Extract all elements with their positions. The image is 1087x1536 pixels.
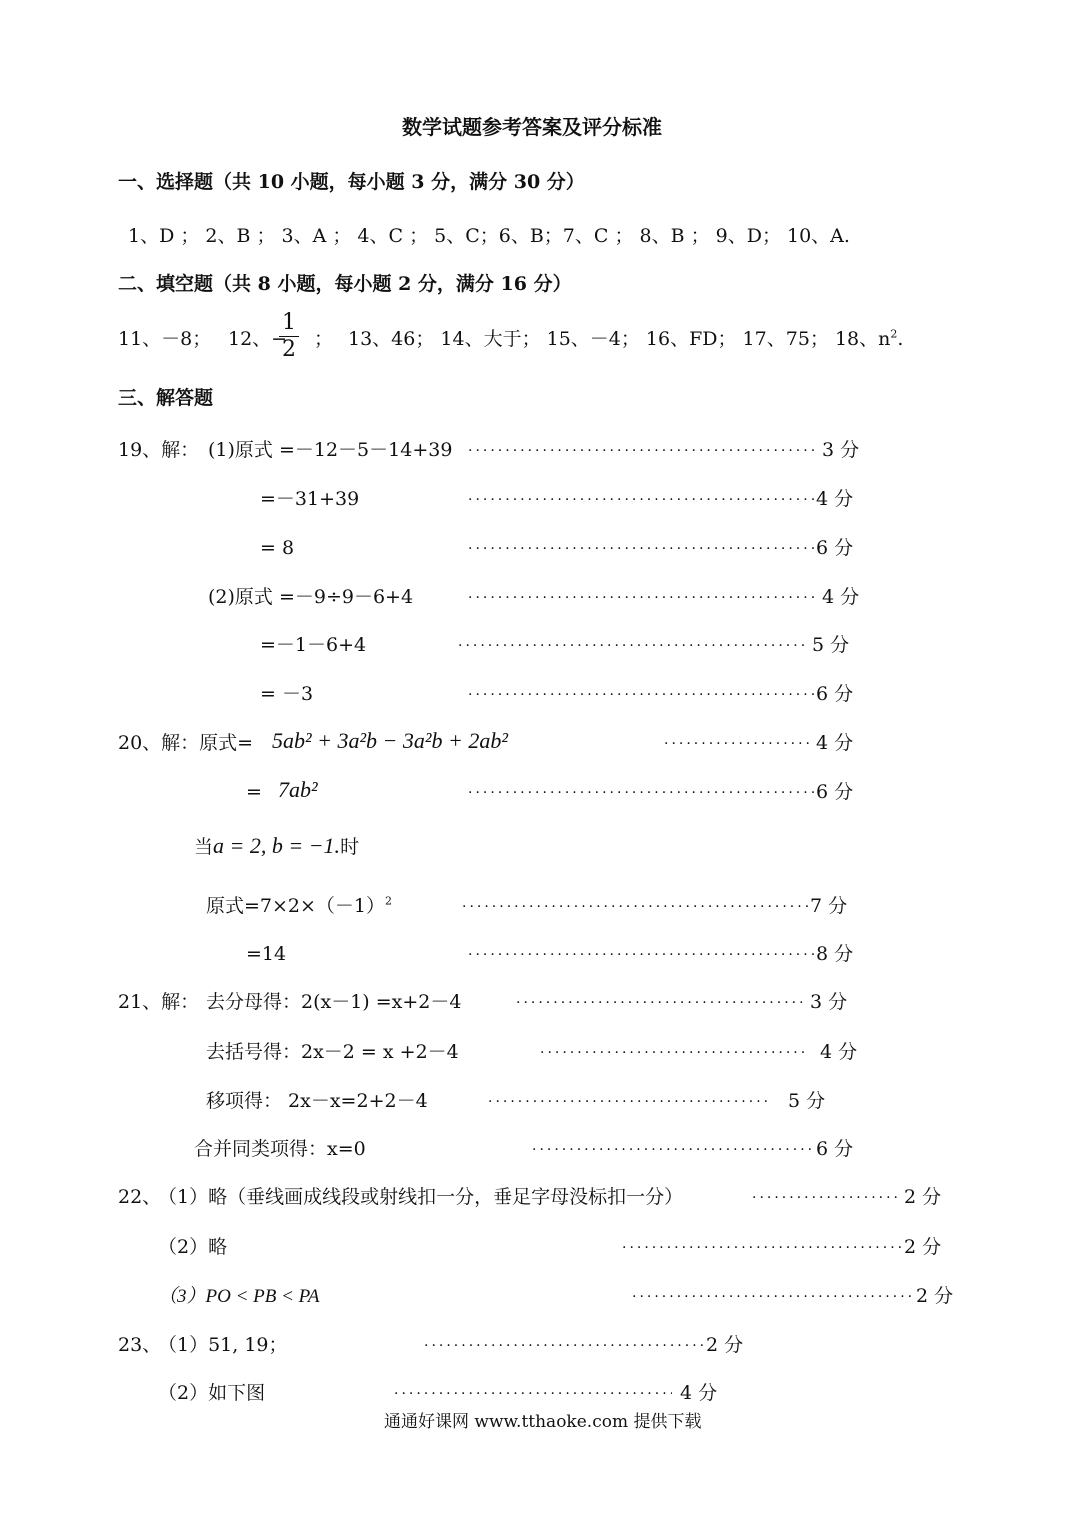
q20-line-3 — [206, 894, 392, 918]
leader-dots — [468, 952, 814, 958]
footer-source: 通通好课网 www.tthaoke.com 提供下载 — [384, 1412, 702, 1432]
leader-dots — [540, 1050, 804, 1056]
q23-score-2: 4 分 — [680, 1382, 718, 1404]
leader-dots — [516, 1000, 802, 1006]
leader-dots — [462, 904, 808, 910]
section-heading-solution: 三、解答题 — [118, 387, 214, 409]
q19-line-6: = －3 — [260, 683, 314, 705]
q21-score-3: 5 分 — [788, 1090, 826, 1112]
leader-dots — [664, 741, 814, 747]
q19-label: 19、解： — [118, 439, 200, 461]
leader-dots — [468, 497, 814, 503]
fraction-denominator: 2 — [282, 337, 296, 362]
leader-dots — [394, 1391, 672, 1397]
q19-line-4: (2)原式 =－9÷9－6+4 — [208, 586, 414, 608]
q21-score-2: 4 分 — [820, 1041, 858, 1063]
q20-line-4: =14 — [246, 943, 287, 965]
leader-dots — [488, 1099, 770, 1105]
leader-dots — [632, 1294, 914, 1300]
q21-line-1: 去分母得：2(x－1) =x+2－4 — [206, 991, 462, 1013]
q19-line-3: = 8 — [260, 537, 295, 559]
fraction-numerator: 1 — [279, 310, 299, 337]
q19-score-6: 6 分 — [816, 683, 854, 705]
leader-dots — [468, 546, 814, 552]
choice-answers: 1、D ； 2、B ； 3、A ； 4、C ； 5、C；6、B；7、C ； 8、B ； 9、D； 10、A. — [128, 225, 850, 247]
q22-line-3-text: （3）PO < PB < PA — [158, 1286, 320, 1307]
q20-score-3: 7 分 — [810, 895, 848, 917]
fill-answers-text: 13、46； 14、大于； 15、－4； 16、FD； 17、75； 18、n — [348, 328, 891, 350]
fill-answer-12-suffix: ； — [314, 328, 334, 350]
q20-score-2: 6 分 — [816, 781, 854, 803]
n-squared-exponent: 2 — [890, 327, 898, 341]
q22-score-2: 2 分 — [904, 1236, 942, 1258]
q21-line-2: 去括号得：2x－2 = x +2－4 — [206, 1041, 459, 1063]
q22-line-3 — [158, 1284, 319, 1309]
q19-score-5: 5 分 — [812, 634, 850, 656]
q19-score-2: 4 分 — [816, 488, 854, 510]
q20-score-1: 4 分 — [816, 732, 854, 754]
q21-label: 21、解： — [118, 991, 200, 1013]
q20-exponent: 2 — [385, 894, 393, 908]
q19-score-1: 3 分 — [822, 439, 860, 461]
q19-score-3: 6 分 — [816, 537, 854, 559]
q22-score-1: 2 分 — [904, 1186, 942, 1208]
q19-line-5: =－1－6+4 — [260, 634, 367, 656]
q23-score-1: 2 分 — [706, 1334, 744, 1356]
q19-line-1: (1)原式 =－12－5－14+39 — [208, 439, 453, 461]
leader-dots — [468, 595, 814, 601]
section-heading-fill: 二、填空题（共 8 小题，每小题 2 分，满分 16 分） — [118, 273, 572, 295]
fill-answer-12-prefix: 12、− — [228, 328, 288, 350]
q19-score-4: 4 分 — [822, 586, 860, 608]
q23-line-2: （2）如下图 — [158, 1382, 266, 1404]
q23-label: 23、 — [118, 1334, 162, 1356]
q20-expression-1: 5ab² + 3a²b − 3a²b + 2ab² — [272, 728, 508, 753]
q20-equals: = — [246, 781, 262, 803]
q21-score-1: 3 分 — [810, 991, 848, 1013]
leader-dots — [468, 448, 814, 454]
leader-dots — [532, 1147, 814, 1153]
leader-dots — [468, 692, 814, 698]
page-title: 数学试题参考答案及评分标准 — [402, 115, 662, 139]
section-heading-choice: 一、选择题（共 10 小题，每小题 3 分，满分 30 分） — [118, 171, 585, 193]
q22-score-3: 2 分 — [916, 1285, 954, 1307]
q20-when: 当 — [194, 836, 214, 858]
q20-condition-expr: a = 2, b = −1. — [213, 833, 341, 858]
q20-line-3-text: 原式=7×2×（－1） — [206, 895, 386, 917]
q22-line-1: （1）略（垂线画成线段或射线扣一分，垂足字母没标扣一分） — [158, 1186, 684, 1208]
q20-when-end: 时 — [340, 836, 360, 858]
fill-answers-rest — [348, 327, 903, 351]
q22-label: 22、 — [118, 1186, 162, 1208]
q20-label: 20、解：原式= — [118, 732, 254, 754]
q22-line-2: （2）略 — [158, 1236, 228, 1258]
leader-dots — [424, 1343, 704, 1349]
q21-line-3: 移项得： 2x－x=2+2－4 — [206, 1090, 428, 1112]
q21-line-4: 合并同类项得：x=0 — [194, 1138, 366, 1160]
q23-line-1: （1）51, 19； — [158, 1334, 288, 1356]
leader-dots — [458, 643, 804, 649]
q19-line-2: =－31+39 — [260, 488, 360, 510]
q21-score-4: 6 分 — [816, 1138, 854, 1160]
fill-answer-11: 11、－8； — [118, 328, 212, 350]
leader-dots — [468, 790, 814, 796]
leader-dots — [622, 1245, 902, 1251]
leader-dots — [752, 1195, 902, 1201]
q20-condition — [194, 834, 359, 859]
q20-score-4: 8 分 — [816, 943, 854, 965]
q20-expression-2: 7ab² — [278, 777, 318, 802]
fraction-one-half — [279, 310, 299, 363]
fill-answers-end: . — [897, 328, 904, 350]
